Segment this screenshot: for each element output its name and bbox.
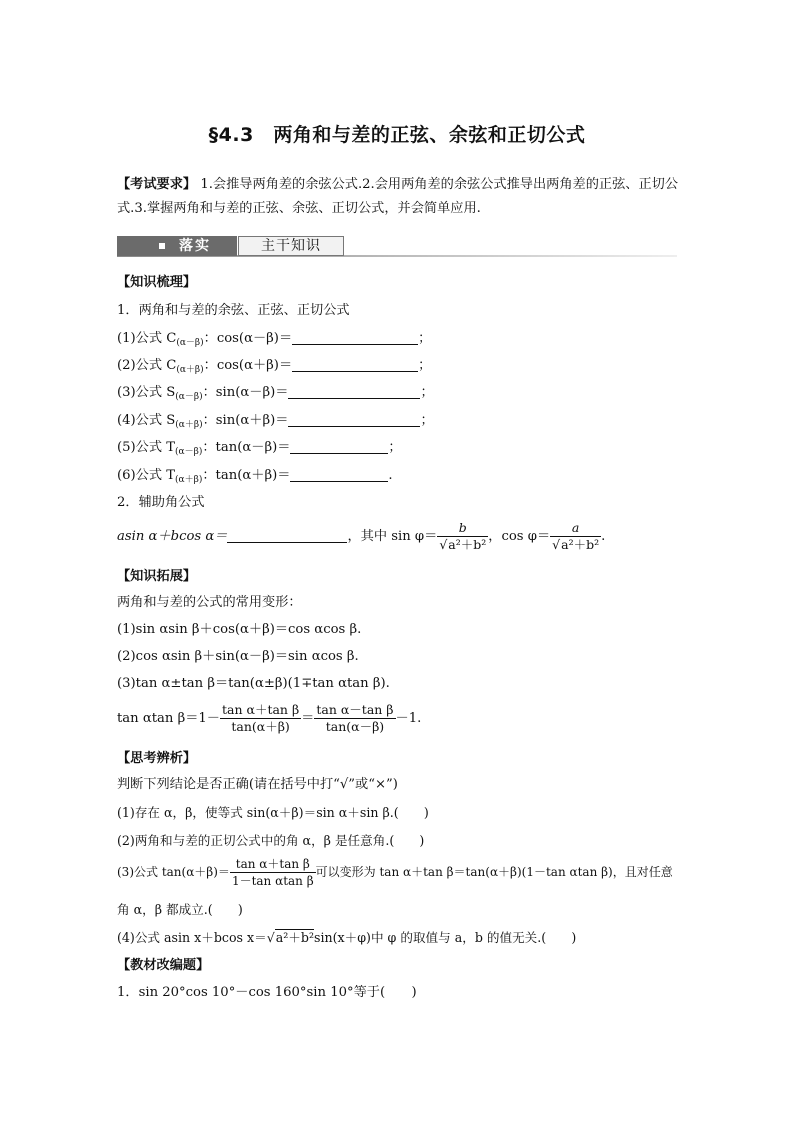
fraction: $\frac{\text{tan α－tan β}}{\tan(\alpha-\beta)}$ bbox=[316, 702, 394, 734]
answer-blank[interactable] bbox=[227, 528, 347, 543]
formula-line-6: (6)公式 $T_{(\alpha+\beta)}$：tan(α＋β)＝ . bbox=[117, 468, 393, 485]
formula-line-5: (5)公式 $T_{(\alpha-\beta)}$：tan(α－β)＝ ； bbox=[117, 440, 402, 457]
fraction: $\frac{\text{tan α＋tan β}}{\tan(\alpha+\beta)}$ bbox=[222, 702, 300, 734]
formula-line-2: (2)公式 $C_{(\alpha+\beta)}$：cos(α＋β)＝ ； bbox=[117, 358, 432, 375]
textbook-label: 【教材改编题】 bbox=[117, 958, 210, 973]
extension-item-2: (2)cos αsin β＋sin(α－β)＝sin αcos β. bbox=[117, 649, 359, 664]
knowledge-heading-1: 1．两角和与差的余弦、正弦、正切公式 bbox=[117, 303, 350, 318]
extension-label: 【知识拓展】 bbox=[117, 569, 197, 584]
formula-line-4: (4)公式 $S_{(\alpha+\beta)}$：sin(α＋β)＝ ； bbox=[117, 413, 434, 430]
knowledge-heading-2: 2．辅助角公式 bbox=[117, 495, 205, 510]
banner-right-label: 主干知识 bbox=[238, 236, 344, 256]
extension-intro: 两角和与差的公式的常用变形： bbox=[117, 595, 302, 610]
textbook-question-1: 1．sin 20°cos 10°－cos 160°sin 10°等于( ) bbox=[117, 985, 417, 1000]
answer-blank[interactable] bbox=[292, 330, 418, 345]
thinking-question-3-cont: 角 α，β 都成立.( ) bbox=[117, 902, 243, 917]
extension-formula: tan αtan β＝1－ $\frac{\text{tan α＋tan β}}{\tan(\alpha+\beta)}$ ＝ $\frac{\text{tan α－tan β}}{\tan(\alpha-\beta)}$ －1. bbox=[117, 702, 422, 734]
thinking-intro: 判断下列结论是否正确(请在括号中打“√”或“×”) bbox=[117, 777, 398, 792]
exam-requirements-label: 【考试要求】 bbox=[117, 177, 197, 192]
answer-blank[interactable] bbox=[290, 467, 388, 482]
page-title: §4.3 两角和与差的正弦、余弦和正切公式 bbox=[208, 124, 586, 146]
fraction: $\frac{\text{tan α＋tan β}}{\text{1－tan αtan β}}$ bbox=[231, 857, 314, 888]
banner-left-label: 落实 bbox=[179, 238, 211, 254]
fraction: $\frac{a}{\text{√a²＋b²}}$ bbox=[552, 520, 600, 552]
thinking-question-2: (2)两角和与差的正切公式中的角 α，β 是任意角.( ) bbox=[117, 833, 425, 848]
auxiliary-angle-formula: asin α＋bcos α＝ ，其中 sin φ＝ $\frac{b}{\text{√a²＋b²}}$ ，cos φ＝ $\frac{a}{\text{√a²＋b²}}$ . bbox=[117, 520, 606, 552]
thinking-question-1: (1)存在 α，β，使等式 sin(α＋β)＝sin α＋sin β.( ) bbox=[117, 805, 429, 820]
knowledge-label: 【知识梳理】 bbox=[117, 275, 197, 290]
extension-item-3: (3)tan α±tan β＝tan(α±β)(1∓tan αtan β). bbox=[117, 676, 390, 691]
extension-item-1: (1)sin αsin β＋cos(α＋β)＝cos αcos β. bbox=[117, 622, 362, 637]
fraction: $\frac{b}{\text{√a²＋b²}}$ bbox=[439, 520, 487, 552]
exam-requirements bbox=[117, 173, 682, 221]
square-icon bbox=[159, 243, 165, 249]
answer-blank[interactable] bbox=[292, 357, 418, 372]
answer-blank[interactable] bbox=[288, 384, 420, 399]
answer-blank[interactable] bbox=[288, 412, 420, 427]
thinking-label: 【思考辨析】 bbox=[117, 751, 197, 766]
answer-blank[interactable] bbox=[290, 439, 388, 454]
banner-dark-tab bbox=[117, 236, 237, 256]
formula-line-1: (1)公式 $C_{(\alpha-\beta)}$：cos(α－β)＝ ； bbox=[117, 331, 432, 348]
formula-line-3: (3)公式 $S_{(\alpha-\beta)}$：sin(α－β)＝ ； bbox=[117, 385, 434, 402]
section-banner bbox=[117, 236, 677, 258]
thinking-question-3: (3)公式 tan(α＋β)＝ $\frac{\text{tan α＋tan β}}{\text{1－tan αtan β}}$ 可以变形为 tan α＋tan β＝tan(α＋β)(1－tan αtan β)，且对任意 bbox=[117, 857, 673, 888]
exam-requirements-text: 1.会推导两角差的余弦公式.2.会用两角差的余弦公式推导出两角差的正弦、正切公式.3.掌握两角和与差的正弦、余弦、正切公式，并会简单应用. bbox=[117, 177, 679, 216]
thinking-question-4: (4)公式 asin x＋bcos x＝√a²＋b²sin(x＋φ)中 φ 的取值与 a，b 的值无关.( ) bbox=[117, 930, 577, 945]
